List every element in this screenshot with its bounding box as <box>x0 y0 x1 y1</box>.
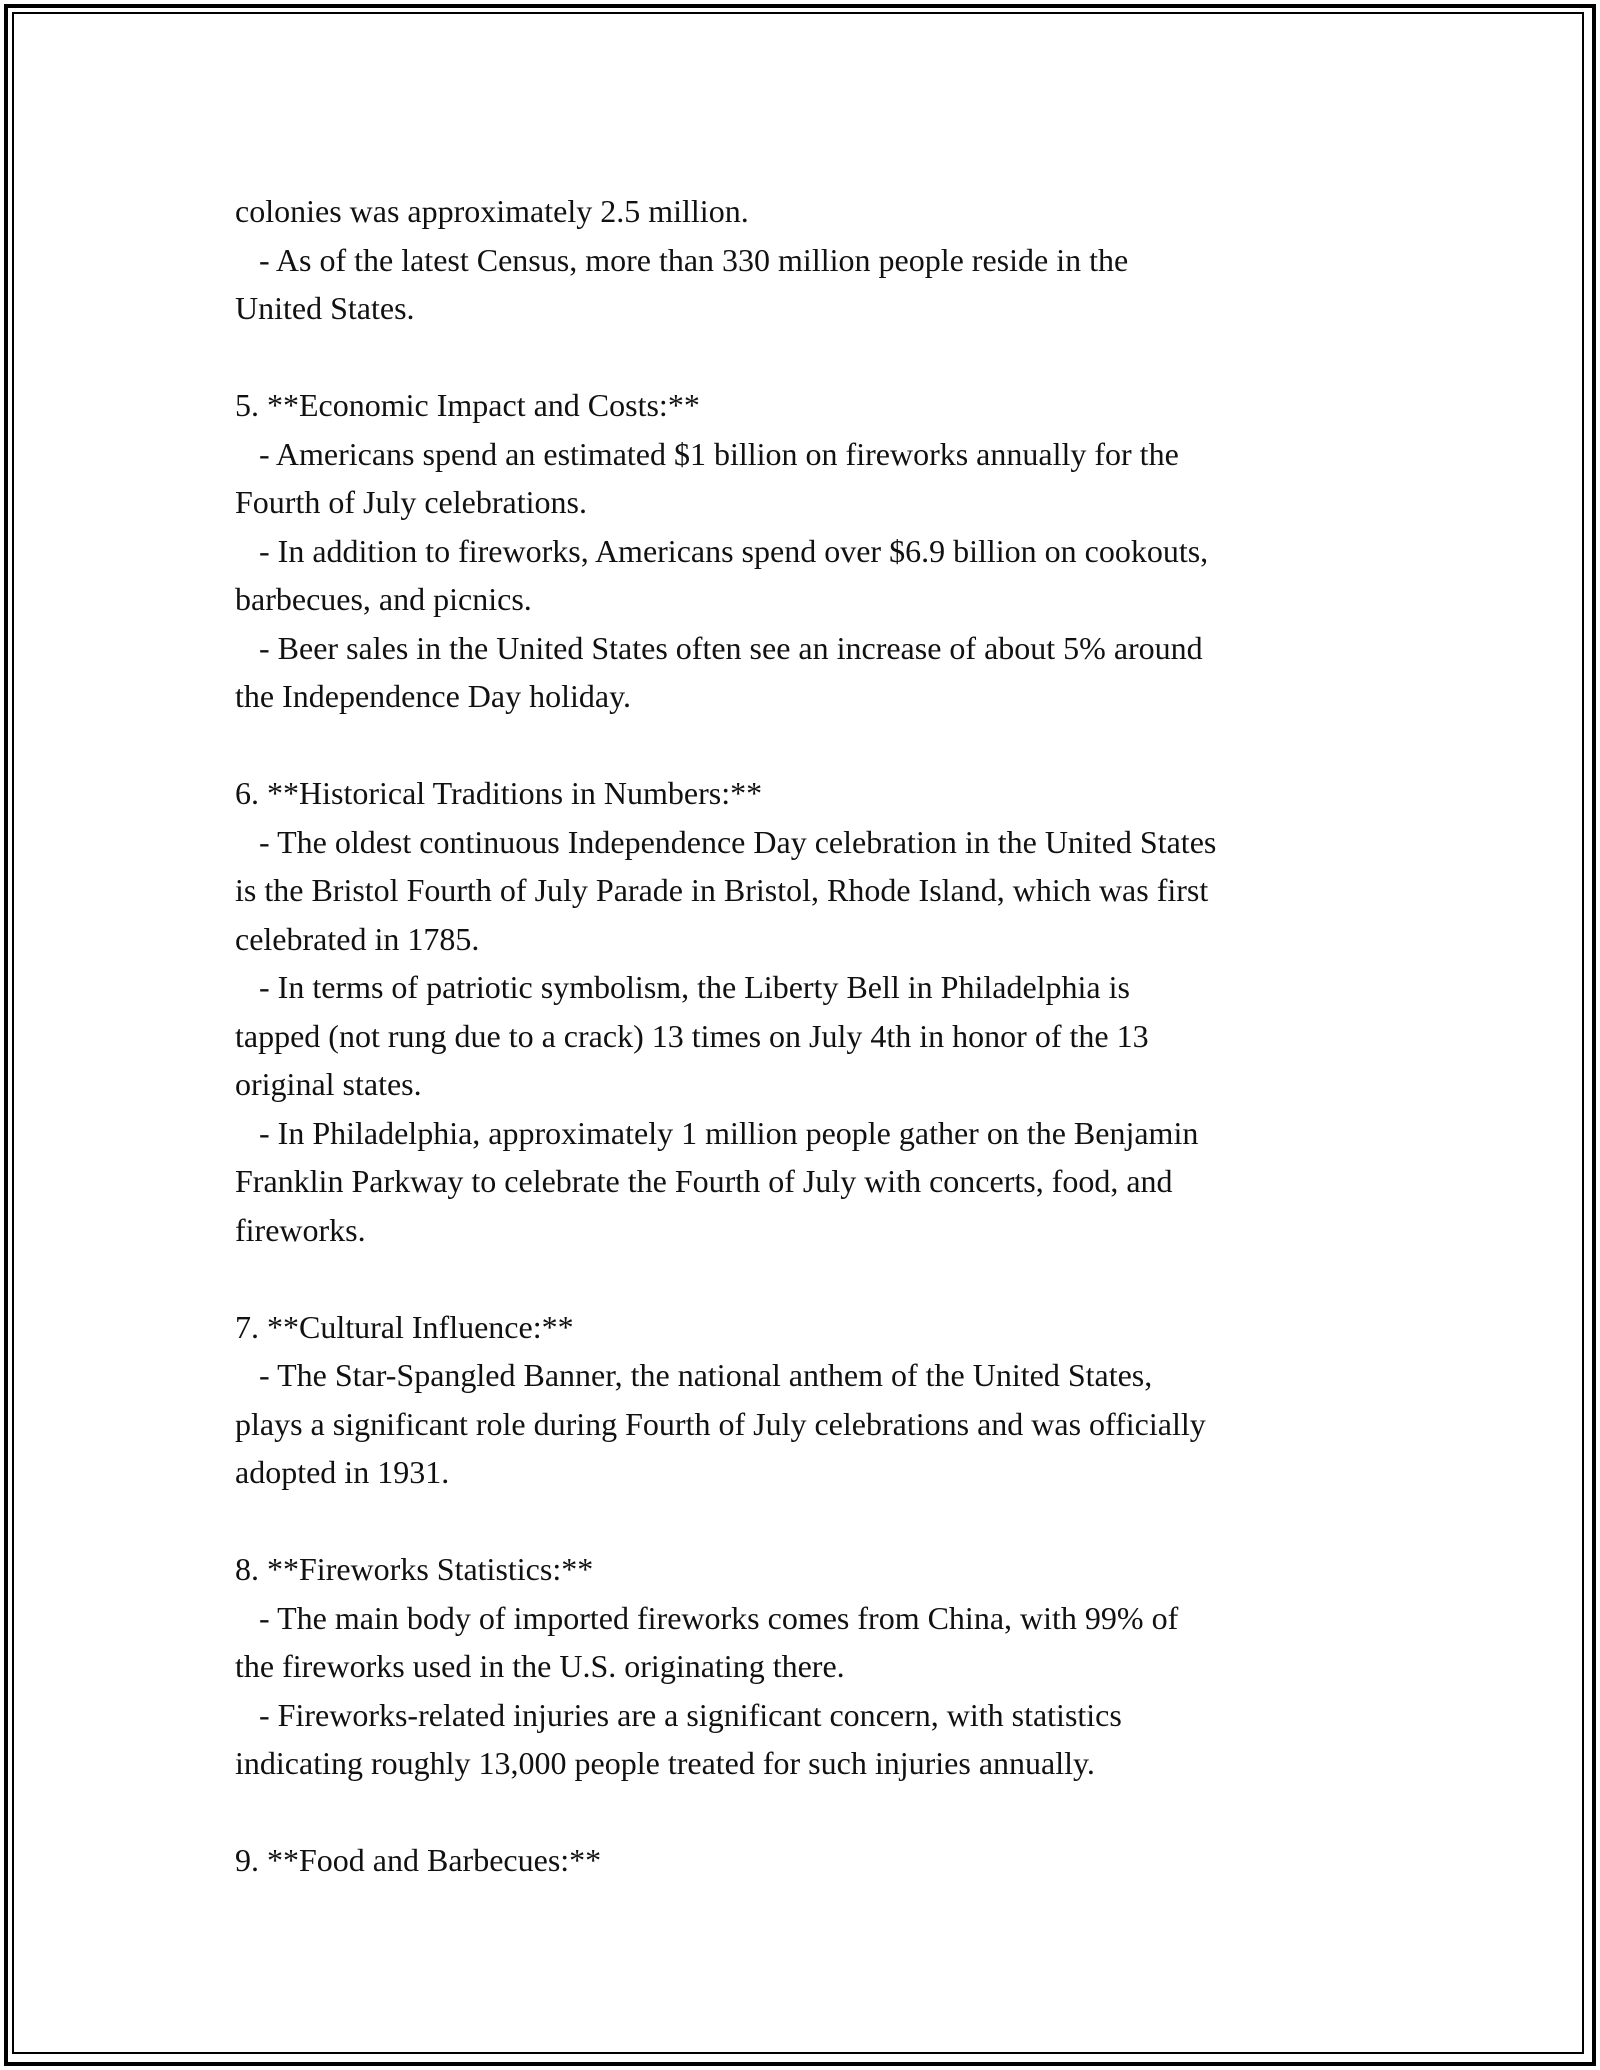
blank-line <box>235 1497 1375 1546</box>
text-line: - Beer sales in the United States often see an increase of about 5% around <box>235 629 1203 666</box>
text-line: plays a significant role during Fourth of July celebrations and was officially <box>235 1405 1206 1442</box>
text-line: is the Bristol Fourth of July Parade in Bristol, Rhode Island, which was first <box>235 872 1209 908</box>
blank-line <box>235 1254 1375 1303</box>
text-line: indicating roughly 13,000 people treated for such injuries annually. <box>235 1745 1095 1781</box>
text-line: Franklin Parkway to celebrate the Fourth of July with concerts, food, and <box>235 1163 1173 1199</box>
text-line: 7. **Cultural Influence:** <box>235 1308 574 1345</box>
text-line: - The Star-Spangled Banner, the national anthem of the United States, <box>235 1357 1153 1393</box>
text-line: - The oldest continuous Independence Day celebration in the United States <box>235 823 1217 860</box>
text-line: - In Philadelphia, approximately 1 million people gather on the Benjamin <box>235 1114 1199 1151</box>
blank-line <box>235 1788 1375 1837</box>
text-line: the Independence Day holiday. <box>235 678 631 714</box>
blank-line <box>235 721 1375 770</box>
text-line: the fireworks used in the U.S. originating there. <box>235 1648 845 1684</box>
text-line: colonies was approximately 2.5 million. <box>235 193 749 229</box>
text-line: fireworks. <box>235 1211 366 1248</box>
text-line: 9. **Food and Barbecues:** <box>235 1842 602 1878</box>
text-line: celebrated in 1785. <box>235 920 480 957</box>
text-line: - Americans spend an estimated $1 billion on fireworks annually for the <box>235 435 1179 472</box>
text-line: - The main body of imported fireworks comes from China, with 99% of <box>235 1599 1179 1636</box>
text-line: 6. **Historical Traditions in Numbers:** <box>235 775 763 811</box>
text-line: 8. **Fireworks Statistics:** <box>235 1551 594 1587</box>
text-line: tapped (not rung due to a crack) 13 times on July 4th in honor of the 13 <box>235 1017 1149 1054</box>
document-body <box>235 187 1375 1885</box>
text-line: - In terms of patriotic symbolism, the Liberty Bell in Philadelphia is <box>235 969 1130 1005</box>
text-line: United States. <box>235 290 415 326</box>
text-line: - Fireworks-related injuries are a significant concern, with statistics <box>235 1696 1122 1733</box>
text-line: Fourth of July celebrations. <box>235 484 587 520</box>
text-line: 5. **Economic Impact and Costs:** <box>235 387 700 423</box>
blank-line <box>235 333 1375 382</box>
text-line: - As of the latest Census, more than 330 million people reside in the <box>235 241 1129 278</box>
text-line: - In addition to fireworks, Americans spend over $6.9 billion on cookouts, <box>235 532 1209 569</box>
text-line: adopted in 1931. <box>235 1454 450 1490</box>
text-line: barbecues, and picnics. <box>235 581 532 617</box>
text-line: original states. <box>235 1066 422 1102</box>
